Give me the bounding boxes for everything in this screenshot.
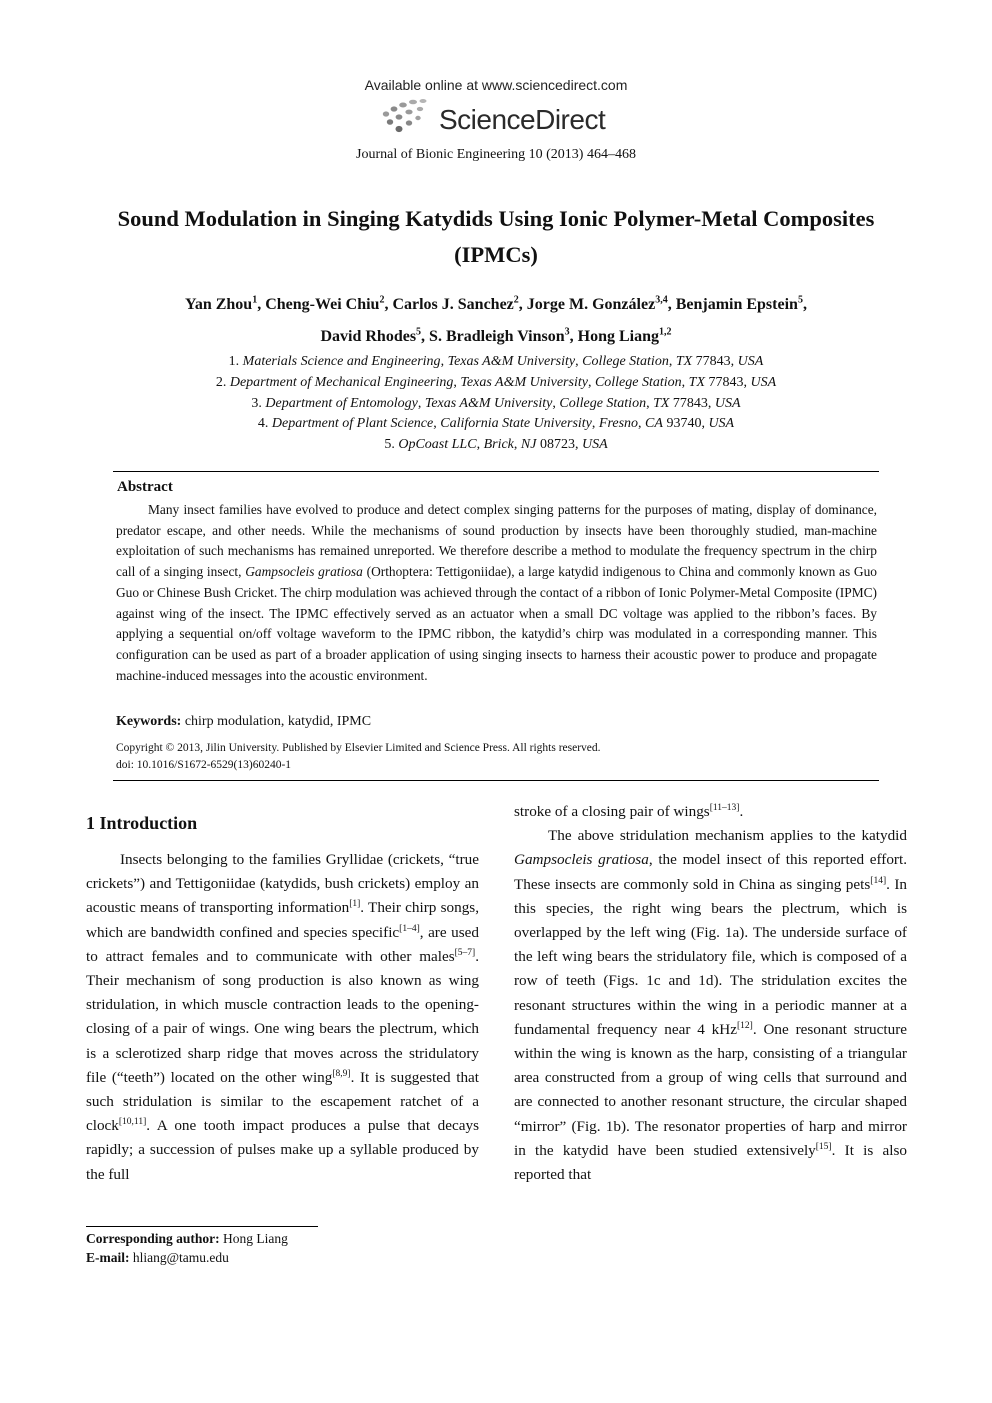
abstract-bottom-rule: [113, 780, 879, 781]
affiliation-zip: 77843: [708, 374, 744, 390]
citation-ref: [15]: [815, 1141, 832, 1152]
affiliation-list: [96, 352, 896, 456]
author-name: David Rhodes: [320, 328, 417, 345]
footnote-rule: [86, 1226, 318, 1227]
author-name: Carlos J. Sanchez: [392, 296, 514, 313]
affiliation-state: CA: [645, 416, 663, 432]
affiliation-institution: Texas A&M University: [460, 374, 588, 390]
affiliation-city: College Station: [582, 354, 669, 369]
affiliation-state: TX: [675, 354, 693, 369]
affiliation-line: 1. Materials Science and Engineering, Texas A&M University, College Station, TX 77843, USA: [228, 354, 764, 369]
paper-title: Sound Modulation in Singing Katydids Using Ionic Polymer-Metal Composites (IPMCs): [117, 206, 875, 267]
abstract-top-rule: [113, 471, 879, 472]
affiliation-institution: Brick: [483, 437, 514, 453]
keywords-value: chirp modulation, katydid, IPMC: [184, 714, 372, 729]
logo-text: ScienceDirect: [439, 104, 606, 135]
author-name: Hong Liang: [577, 328, 660, 345]
available-online-text: Available online at www.sciencedirect.com: [364, 77, 628, 93]
author-name: Yan Zhou: [185, 296, 253, 313]
affiliation-institution: Texas A&M University: [424, 395, 553, 411]
corresponding-author-footnote: [86, 1229, 288, 1267]
citation-ref: [14]: [870, 875, 887, 886]
affiliation-city: College Station: [594, 374, 682, 390]
abstract-species-name: Gampsocleis gratiosa: [245, 564, 363, 580]
citation-ref: [1]: [349, 899, 361, 910]
body-paragraph: Insects belonging to the families Gryllidae (crickets, “true crickets”) and Tettigoniidae (katydids, bush crickets) employ an acoustic means of transporting information[1]. Their chirp songs, which are bandwidth confined and species specific[1–4], are used to attract females and to communicate with other males[5–7]. Their mechanism of song production is also known as wing stridulation, in which muscle contraction leads to the opening-closing of a pair of wings. One wing bears the plectrum, which is a sclerotized sharp ridge that moves across the stridulatory file (“teeth”) located on the other wing[8,9]. It is suggested that such stridulation is similar to the escapement ratchet of a clock[10,11]. A one tooth impact produces a pulse that decays rapidly; a succession of pulses make up a syllable produced by the full: [86, 851, 479, 1183]
journal-citation: Journal of Bionic Engineering 10 (2013) 464–468: [356, 147, 636, 162]
author-name: Jorge M. González: [526, 296, 656, 313]
affiliation-line: 4. Department of Plant Science, California State University, Fresno, CA 93740, USA: [257, 416, 735, 432]
author-name: Cheng-Wei Chiu: [265, 296, 380, 313]
author-affiliation-number: 2: [513, 294, 519, 306]
body-column-left: [86, 848, 479, 1187]
email-link[interactable]: hliang@tamu.edu: [132, 1250, 229, 1265]
affiliation-line: 2. Department of Mechanical Engineering, Texas A&M University, College Station, TX 77843, USA: [215, 374, 777, 390]
citation-ref: [1–4]: [399, 923, 420, 934]
affiliation-line: 5. OpCoast LLC, Brick, NJ 08723, USA: [384, 437, 608, 453]
author-name: S. Bradleigh Vinson: [429, 328, 565, 345]
affiliation-org: OpCoast LLC: [398, 437, 477, 453]
keywords: [116, 714, 371, 730]
email-label: E-mail:: [86, 1250, 130, 1265]
affiliation-country: USA: [750, 374, 777, 390]
author-affiliation-number: 3,4: [655, 294, 668, 306]
affiliation-state: NJ: [520, 437, 537, 453]
citation-ref: [11–13]: [709, 802, 740, 813]
copyright-notice: Copyright © 2013, Jilin University. Published by Elsevier Limited and Science Press. All rights reserved.: [116, 742, 601, 754]
citation-ref: [10,11]: [118, 1117, 147, 1128]
author-name: Benjamin Epstein: [675, 296, 798, 313]
abstract-heading: Abstract: [117, 479, 173, 495]
citation-ref: [5–7]: [454, 947, 476, 958]
sciencedirect-logo: [378, 98, 618, 140]
affiliation-org: Department of Plant Science: [271, 416, 434, 432]
affiliation-country: USA: [714, 395, 741, 411]
affiliation-line: 3. Department of Entomology, Texas A&M University, College Station, TX 77843, USA: [251, 395, 741, 411]
author-affiliation-number: 5: [797, 294, 803, 306]
affiliation-zip: 77843: [672, 395, 708, 411]
abstract-body: [116, 500, 877, 686]
affiliation-city: College Station: [559, 395, 647, 411]
affiliation-country: USA: [581, 437, 608, 453]
affiliation-zip: 93740: [666, 416, 702, 432]
citation-ref: [8,9]: [332, 1068, 351, 1079]
affiliation-state: TX: [688, 374, 705, 390]
citation-ref: [12]: [736, 1020, 753, 1031]
sciencedirect-logo-icon: [378, 98, 438, 138]
author-affiliation-number: 1,2: [659, 326, 672, 338]
affiliation-city: Fresno: [598, 416, 639, 432]
doi-text: doi: 10.1016/S1672-6529(13)60240-1: [116, 759, 292, 771]
author-affiliation-number: 1: [252, 294, 258, 306]
corresponding-author-label: Corresponding author:: [86, 1231, 220, 1246]
affiliation-zip: 77843: [695, 354, 731, 369]
author-affiliation-number: 2: [379, 294, 385, 306]
affiliation-org: Materials Science and Engineering: [242, 354, 441, 369]
affiliation-zip: 08723: [539, 437, 575, 453]
affiliation-state: TX: [653, 395, 670, 411]
affiliation-country: USA: [737, 354, 764, 369]
affiliation-country: USA: [708, 416, 735, 432]
species-name: Gampsocleis gratiosa: [514, 851, 649, 869]
copyright-block: [116, 740, 601, 774]
corresponding-author-name: Hong Liang: [223, 1231, 288, 1246]
author-affiliation-number: 3: [564, 326, 570, 338]
affiliation-org: Department of Mechanical Engineering: [229, 374, 454, 390]
affiliation-institution: Texas A&M University: [447, 354, 576, 369]
author-affiliation-number: 5: [416, 326, 422, 338]
keywords-label: Keywords:: [116, 714, 182, 729]
affiliation-institution: California State University: [440, 416, 592, 432]
abstract-text-part: (Orthoptera: Tettigoniidae), a large katydid indigenous to China and commonly known as Guo Guo or Chinese Bush Cricket. The chirp modulation was achieved through the contact of a ribbon of Ionic Polymer-Metal Composite (IPMC) against wing of the insect. The IPMC effectively served as an actuator when a small DC voltage was applied to the ribbon’s faces. By applying a sequential on/off voltage waveform to the IPMC ribbon, the katydid’s chirp was modulated in a corresponding manner. This configuration can be used as part of a broader application of using singing insects to harness their acoustic power to produce and propagate machine-induced messages into the acoustic environment.: [116, 564, 877, 683]
section-heading-introduction: 1 Introduction: [86, 813, 198, 833]
affiliation-org: Department of Entomology: [265, 395, 418, 411]
body-column-right: [514, 800, 907, 1187]
author-list: Yan Zhou$^1$, Cheng-Wei Chiu$^2$, Carlos J. Sanchez$^2$, Jorge M. González$^{3,4}$, Benjamin Epstein$^5$, David Rhodes$^5$, S. Bradleigh Vinson$^3$, Hong Liang$^{1,2}$: [185, 294, 807, 345]
body-paragraph-continued: stroke of a closing pair of wings[11–13].: [514, 802, 744, 820]
body-paragraph: The above stridulation mechanism applies to the katydid Gampsocleis gratiosa, the model insect of this reported effort. These insects are commonly sold in China as singing pets[14]. In this species, the right wing bears the plectrum, which is overlapped by the left wing (Fig. 1a). The underside surface of the left wing bears the stridulatory file, which is composed of a row of teeth (Figs. 1c and 1d). The stridulation excites the resonant structures within the wing in a periodic manner at a fundamental frequency near 4 kHz[12]. One resonant structure within the wing is known as the harp, consisting of a triangular area constructed from a group of wing cells that surround and are connected to another resonant structure, the circular shaped “mirror” (Fig. 1b). The resonator properties of harp and mirror in the katydid have been studied extensively[15]. It is also reported that: [514, 827, 907, 1184]
abstract-text-part: Many insect families have evolved to produce and detect complex singing patterns for the purposes of mating, display of dominance, predator escape, and other needs. While the mechanisms of sound production by insects have been thoroughly studied, man-machine exploitation of such mechanisms has remained unreported. We therefore describe a method to modulate the frequency spectrum in the chirp call of a singing insect,: [116, 502, 877, 580]
